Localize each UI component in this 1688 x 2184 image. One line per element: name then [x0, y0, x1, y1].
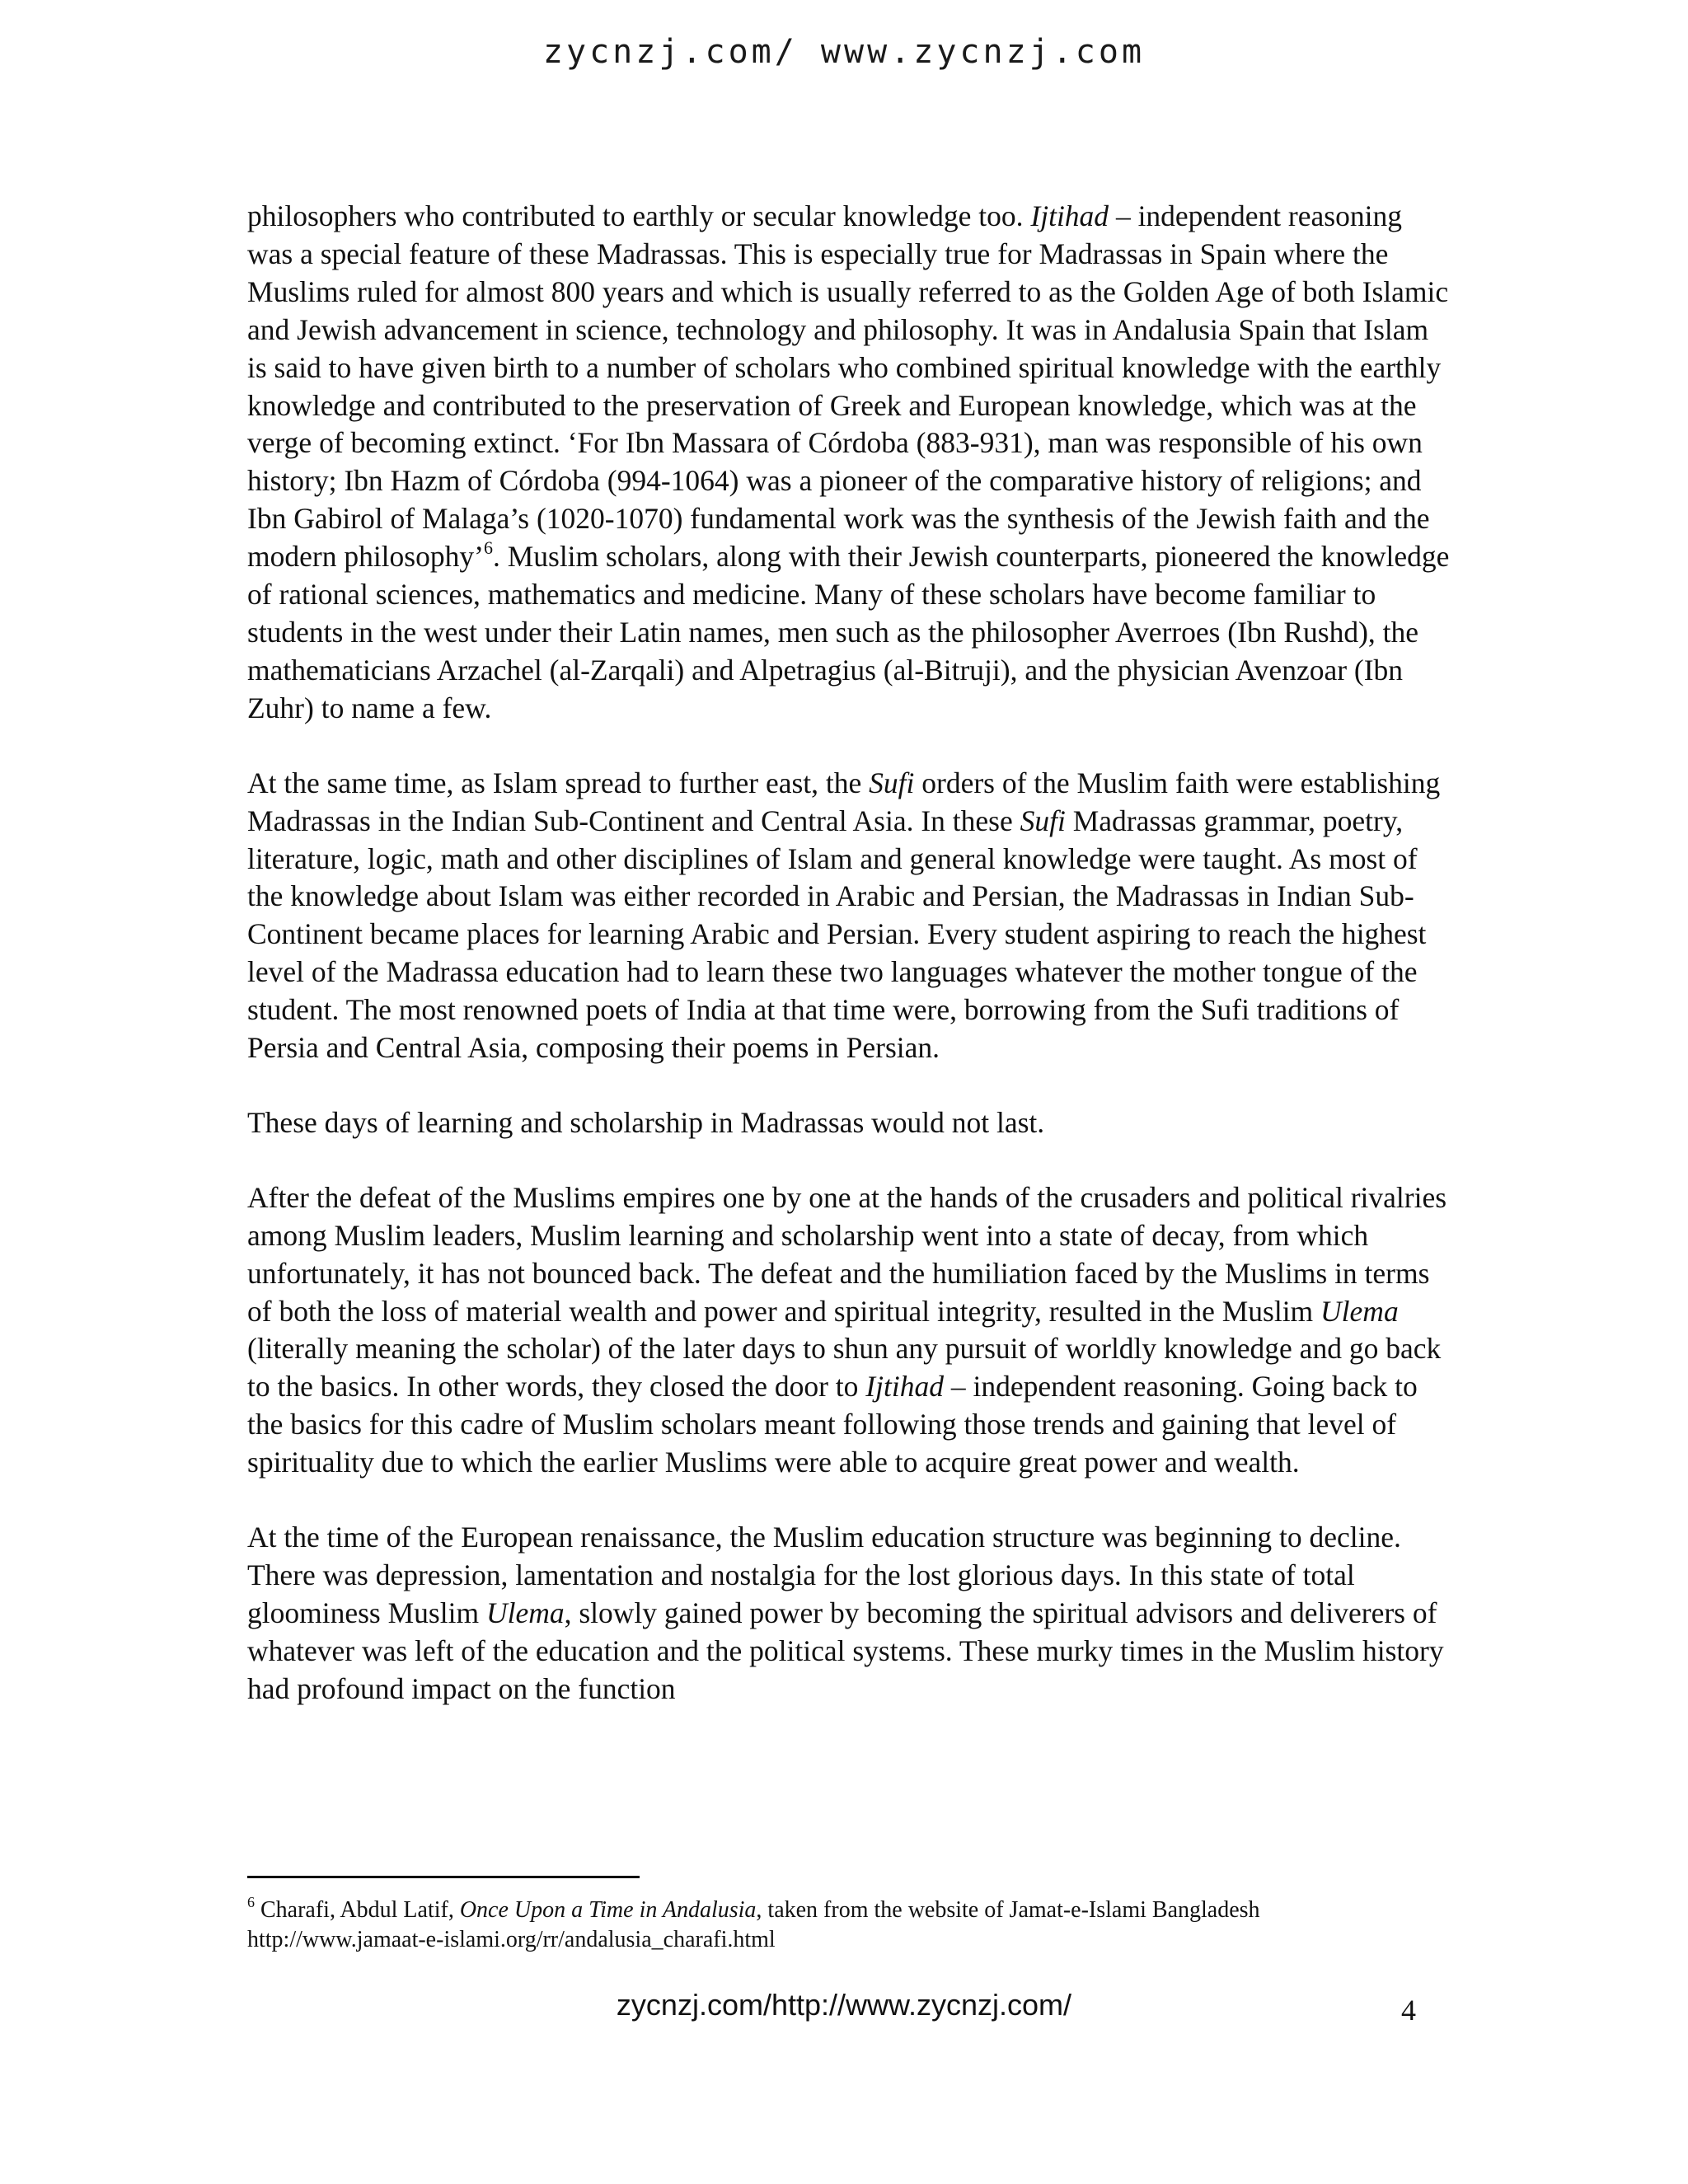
paragraph-2 — [247, 765, 1451, 1067]
footnote-text-a: Charafi, Abdul Latif, — [255, 1897, 460, 1923]
paragraph-2-text-c: orders of the Muslim faith were establishing Madrassas in the Indian Sub-Continent and Central Asia. In these — [247, 766, 1441, 837]
page-number: 4 — [1401, 1994, 1416, 2027]
watermark-footer: zycnzj.com/http://www.zycnzj.com/ — [616, 1988, 1072, 2022]
paragraph-4-text-c: (literally meaning the scholar) of the later days to shun any pursuit of worldly knowledge and go back to the basics. In other words, they closed the door to — [247, 1332, 1442, 1404]
term-ulema: Ulema — [1320, 1294, 1399, 1328]
term-sufi: Sufi — [869, 766, 915, 799]
footnote-reference: 6 — [483, 537, 493, 559]
paragraph-5-text-a: At the time of the European renaissance, the Muslim education structure was beginning to decline. There was depression, lamentation and nostalgia for the lost glorious days. In this state of total gloominess Muslim — [247, 1521, 1401, 1629]
watermark-header: zycnzj.com/ www.zycnzj.com — [542, 33, 1146, 71]
main-body-text — [247, 198, 1451, 1746]
paragraph-4 — [247, 1179, 1451, 1482]
footnote-book-title: Once Upon a Time in Andalusia — [459, 1897, 757, 1923]
paragraph-5 — [247, 1519, 1451, 1708]
paragraph-1-text-d: . Muslim scholars, along with their Jewish counterparts, pioneered the knowledge of rational sciences, mathematics and medicine. Many of these scholars have become familiar to students in the west under their Latin names, men such as the philosopher Averroes (Ibn Rushd), the mathematicians Arzachel (al-Zarqali) and Alpetragius (al-Bitruji), and the physician Avenzoar (Ibn Zuhr) to name a few. — [247, 540, 1450, 724]
footnote-text-c: , taken from the website of Jamat-e-Islami Bangladesh http://www.jamaat-e-islami.org/rr/andalusia_charafi.html — [247, 1897, 1260, 1952]
paragraph-1-text-a: philosophers who contributed to earthly or secular knowledge too. — [247, 199, 1031, 232]
paragraph-1-text-c: – independent reasoning was a special feature of these Madrassas. This is especially true for Madrassas in Spain where the Muslims ruled for almost 800 years and which is usually referred to as the Golden Age of both Islamic and Jewish advancement in science, technology and philosophy. It was in Andalusia Spain that Islam is said to have given birth to a number of scholars who combined spiritual knowledge with the earthly knowledge and contributed to the preservation of Greek and European knowledge, which was at the verge of becoming extinct. ‘For Ibn Massara of Córdoba (883-931), man was responsible of his own history; Ibn Hazm of Córdoba (994-1064) was a pioneer of the comparative history of religions; and Ibn Gabirol of Malaga’s (1020-1070) fundamental work was the synthesis of the Jewish faith and the modern philosophy’ — [247, 199, 1449, 574]
term-ijtihad: Ijtihad — [1030, 199, 1109, 232]
term-ulema: Ulema — [485, 1596, 565, 1629]
paragraph-4-text-e: – independent reasoning. Going back to the basics for this cadre of Muslim scholars meant following those trends and gaining that level of spirituality due to which the earlier Muslims were able to acquire great power and wealth. — [247, 1370, 1418, 1479]
term-sufi: Sufi — [1020, 804, 1066, 837]
paragraph-4-text-a: After the defeat of the Muslims empires one by one at the hands of the crusaders and political rivalries among Muslim leaders, Muslim learning and scholarship went into a state of decay, from which unfortunately, it has not bounced back. The defeat and the humiliation faced by the Muslims in terms of both the loss of material wealth and power and spiritual integrity, resulted in the Muslim — [247, 1180, 1447, 1328]
paragraph-1 — [247, 198, 1451, 728]
paragraph-5-text-c: , slowly gained power by becoming the spiritual advisors and deliverers of whatever was left of the education and the political systems. These murky times in the Muslim history had profound impact on the function — [247, 1596, 1444, 1705]
footnote — [247, 1893, 1418, 1955]
paragraph-2-text-e: Madrassas grammar, poetry, literature, logic, math and other disciplines of Islam and general knowledge were taught. As most of the knowledge about Islam was either recorded in Arabic and Persian, the Madrassas in Indian Sub-Continent became places for learning Arabic and Persian. Every student aspiring to reach the highest level of the Madrassa education had to learn these two languages whatever the mother tongue of the student. The most renowned poets of India at that time were, borrowing from the Sufi traditions of Persia and Central Asia, composing their poems in Persian. — [247, 804, 1427, 1065]
footnote-divider — [247, 1876, 640, 1878]
paragraph-3: These days of learning and scholarship in Madrassas would not last. — [247, 1105, 1045, 1139]
footnote-number: 6 — [247, 1893, 255, 1910]
paragraph-2-text-a: At the same time, as Islam spread to further east, the — [247, 766, 870, 799]
term-ijtihad: Ijtihad — [865, 1370, 944, 1404]
